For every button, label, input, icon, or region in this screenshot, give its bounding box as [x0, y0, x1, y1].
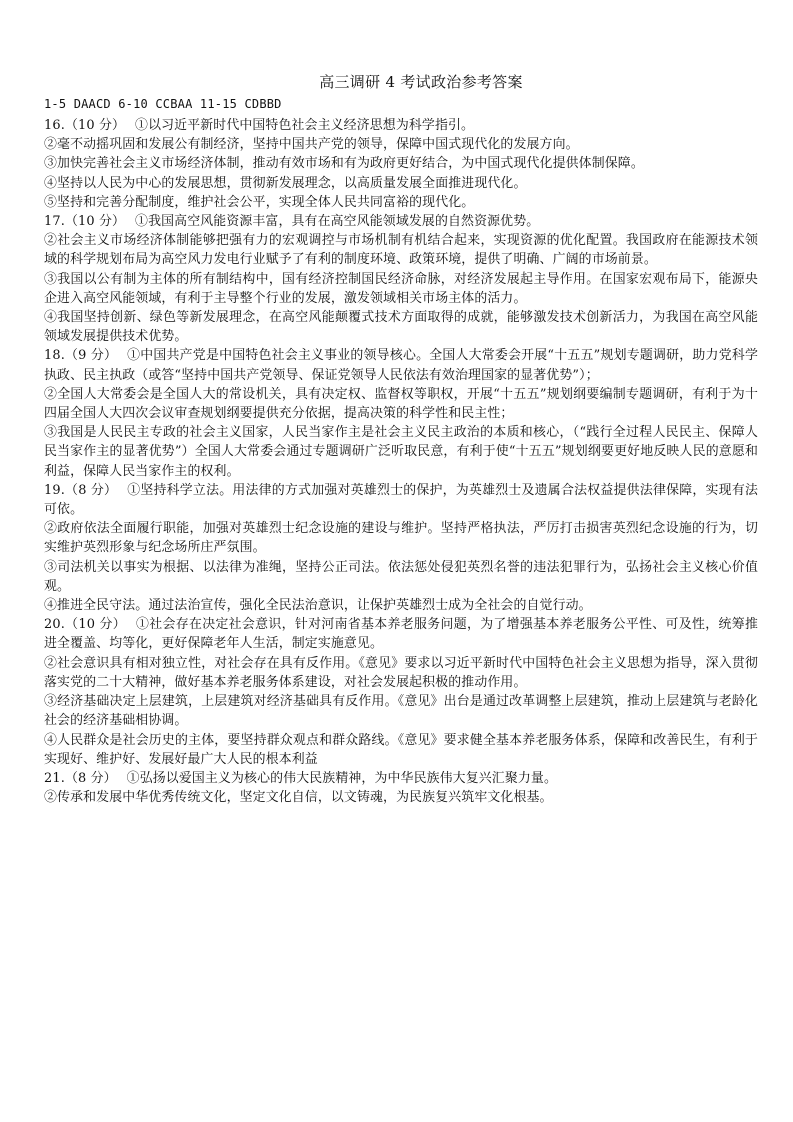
question-17-point-1: ①我国高空风能资源丰富，具有在高空风能领域发展的自然资源优势。 — [135, 214, 540, 230]
question-17-point-4: ④我国坚持创新、绿色等新发展理念，在高空风能颠覆式技术方面取得的成就，能够激发技术创新活力，为我国在高空风能领域发展提供技术优势。 — [44, 310, 758, 345]
question-16-point-3: ③加快完善社会主义市场经济体制，推动有效市场和有为政府更好结合，为中国式现代化提供体制保障。 — [44, 156, 644, 172]
question-21-head: 21.（8 分） — [44, 770, 117, 786]
question-20-point-4: ④人民群众是社会历史的主体，要坚持群众观点和群众路线。《意见》要求健全基本养老服务体系，保障和改善民生，有利于实现好、维护好、发展好最广大人民的根本利益 — [44, 732, 758, 767]
question-20-head: 20.（10 分） — [44, 617, 127, 633]
question-18-point-1: ①中国共产党是中国特色社会主义事业的领导核心。全国人大常委会开展“十五五”规划专题调研，助力党科学执政、民主执政（或答“坚持中国共产党领导、保证党领导人民依法有效治理国家的显著优势”）； — [44, 348, 758, 383]
question-19 — [44, 481, 758, 615]
question-18-first-line — [44, 346, 758, 384]
question-16-first-line — [44, 116, 758, 135]
choice-answers: 1-5 DAACD 6-10 CCBAA 11-15 CDBBD — [44, 97, 282, 111]
question-19-point-1: ①坚持科学立法。用法律的方式加强对英雄烈士的保护，为英雄烈士及遗属合法权益提供法律保障，实现有法可依。 — [44, 482, 759, 518]
question-16-point-2: ②毫不动摇巩固和发展公有制经济，坚持中国共产党的领导，保障中国式现代化的发展方向。 — [44, 137, 579, 153]
question-21-point-1: ①弘扬以爱国主义为核心的伟大民族精神，为中华民族伟大复兴汇聚力量。 — [126, 770, 558, 786]
question-20-point-3: ③经济基础决定上层建筑，上层建筑对经济基础具有反作用。《意见》出台是通过改革调整上层建筑，推动上层建筑与老龄化社会的经济基础相协调。 — [44, 694, 758, 729]
question-18-point-2: ②全国人大常委会是全国人大的常设机关，具有决定权、监督权等职权，开展“十五五”规划纲要编制专题调研，有利于为十四届全国人大四次会议审查规划纲要提供充分依据，提高决策的科学性和民主性； — [44, 386, 758, 422]
question-19-first-line — [44, 481, 758, 519]
question-18-point-3: ③我国是人民民主专政的社会主义国家，人民当家作主是社会主义民主政治的本质和核心，（“践行全过程人民民主、保障人民当家作主的显著优势”）全国人大常委会通过专题调研广泛听取民意，有利于使“十五五”规划纲要更好地反映人民的意愿和利益，保障人民当家作主的权利。 — [44, 425, 758, 479]
page-title: 高三调研 4 考试政治参考答案 — [319, 73, 523, 91]
question-17-head: 17.（10 分） — [44, 214, 126, 230]
question-18 — [44, 346, 758, 480]
question-20-point-1: ①社会存在决定社会意识，针对河南省基本养老服务问题，为了增强基本养老服务公平性、可及性，统筹推进全覆盖、均等化，更好保障老年人生活，制定实施意见。 — [44, 617, 758, 652]
question-16 — [44, 116, 758, 212]
question-17-first-line — [44, 212, 758, 231]
question-21-first-line — [44, 769, 758, 788]
question-20 — [44, 615, 758, 769]
question-19-point-2: ②政府依法全面履行职能，加强对英雄烈士纪念设施的建设与维护。坚持严格执法，严厉打击损害英烈纪念设施的行为，切实维护英烈形象与纪念场所庄严氛围。 — [44, 521, 758, 556]
question-16-point-1: ①以习近平新时代中国特色社会主义经济思想为科学指引。 — [135, 118, 475, 133]
question-20-point-2: ②社会意识具有相对独立性，对社会存在具有反作用。《意见》要求以习近平新时代中国特色社会主义思想为指导，深入贯彻落实党的二十大精神，做好基本养老服务体系建设，对社会发展起积极的推动作用。 — [44, 655, 758, 690]
question-16-head: 16.（10 分） — [44, 118, 126, 133]
question-17 — [44, 212, 758, 346]
question-19-point-3: ③司法机关以事实为根据、以法律为准绳，坚持公正司法。依法惩处侵犯英烈名誉的违法犯罪行为，弘扬社会主义核心价值观。 — [44, 559, 758, 594]
question-19-point-4: ④推进全民守法。通过法治宣传，强化全民法治意识，让保护英雄烈士成为全社会的自觉行动。 — [44, 598, 592, 614]
question-21-point-2: ②传承和发展中华优秀传统文化，坚定文化自信，以文铸魂，为民族复兴筑牢文化根基。 — [44, 790, 553, 806]
question-19-head: 19.（8 分） — [44, 482, 118, 498]
question-16-point-5: ⑤坚持和完善分配制度，维护社会公平，实现全体人民共同富裕的现代化。 — [44, 194, 475, 210]
question-20-first-line — [44, 615, 758, 653]
question-17-point-2: ②社会主义市场经济体制能够把强有力的宏观调控与市场机制有机结合起来，实现资源的优化配置。我国政府在能源技术领域的科学规划布局为高空风力发电行业赋予了有利的制度环境、政策环境，提供了明确、广阔的市场前景。 — [44, 233, 758, 268]
question-16-point-4: ④坚持以人民为中心的发展思想，贯彻新发展理念，以高质量发展全面推进现代化。 — [44, 175, 527, 191]
question-18-head: 18.（9 分） — [44, 348, 118, 364]
question-17-point-3: ③我国以公有制为主体的所有制结构中，国有经济控制国民经济命脉，对经济发展起主导作用。在国家宏观布局下，能源央企进入高空风能领域，有利于主导整个行业的发展，激发领域相关市场主体的活力。 — [44, 271, 758, 306]
answer-key-page — [44, 72, 758, 807]
question-21 — [44, 769, 758, 807]
